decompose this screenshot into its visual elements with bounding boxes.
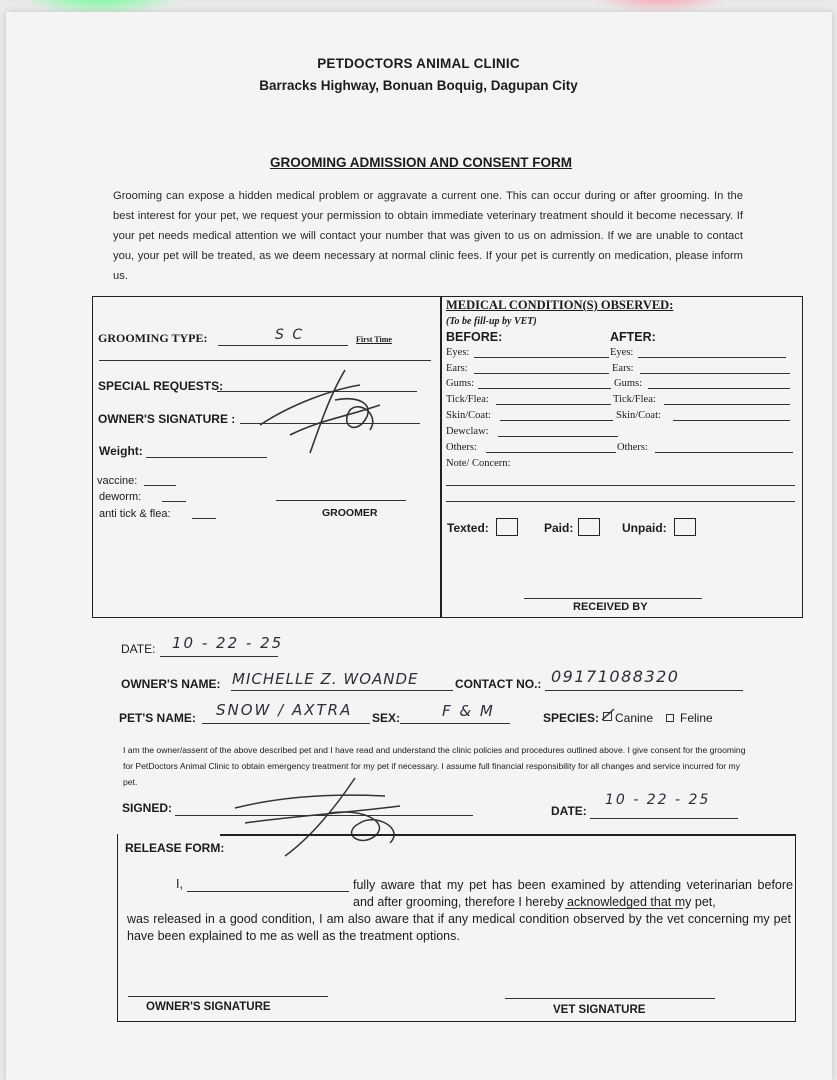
texted-label: Texted: — [447, 521, 489, 535]
vaccine-label: vaccine: — [97, 475, 138, 487]
received-by-line[interactable] — [524, 598, 702, 599]
canine-label: Canine — [615, 711, 654, 725]
release-owner-signature-line[interactable] — [128, 996, 328, 997]
grooming-extra-line — [99, 360, 431, 361]
before-dewclaw-line[interactable] — [498, 436, 618, 437]
texted-checkbox[interactable] — [496, 518, 518, 536]
before-eyes-label: Eyes: — [446, 347, 470, 358]
feline-checkbox[interactable] — [666, 714, 674, 722]
before-skincoat-label: Skin/Coat: — [446, 410, 491, 421]
before-others-label: Others: — [446, 442, 477, 453]
contact-line[interactable] — [545, 690, 743, 691]
top-light-pink — [590, 0, 730, 12]
after-label: AFTER: — [610, 330, 656, 344]
before-gums-line[interactable] — [478, 388, 611, 389]
anti-tick-line[interactable] — [192, 518, 216, 519]
contact-value[interactable]: 09171088320 — [551, 667, 680, 686]
before-dewclaw-label: Dewclaw: — [446, 426, 489, 437]
before-gums-label: Gums: — [446, 378, 475, 389]
canine-check-mark — [600, 707, 616, 723]
pet-name-label: PET'S NAME: — [119, 711, 196, 725]
intro-paragraph: Grooming can expose a hidden medical problem or aggravate a current one. This can occur during or after grooming. In the best interest for your pet, we request your permission to obtain immediate veterinary treatment should it become necessary. If your pet needs medical attention we will contact your number that was given to us on admission. If we are unable to contact you, your pet will be treated, as we deem necessary at normal clinic fees. If your pet is currently on medication, please inform us. — [113, 190, 743, 282]
owner-signature-drawing — [250, 365, 390, 460]
vaccine-line[interactable] — [144, 485, 176, 486]
date-value[interactable]: 10 - 22 - 25 — [172, 634, 284, 652]
before-eyes-line[interactable] — [474, 357, 609, 358]
after-ears-line[interactable] — [640, 373, 790, 374]
after-eyes-label: Eyes: — [610, 347, 634, 358]
feline-label: Feline — [680, 711, 713, 725]
sex-value[interactable]: F & M — [442, 702, 495, 720]
after-tickflea-label: Tick/Flea: — [613, 394, 656, 405]
after-others-label: Others: — [617, 442, 648, 453]
species-label: SPECIES: — [543, 711, 600, 725]
form-title: GROOMING ADMISSION AND CONSENT FORM — [270, 155, 572, 170]
paid-label: Paid: — [544, 521, 574, 535]
signed-label: SIGNED: — [122, 801, 173, 815]
medical-title: MEDICAL CONDITION(S) OBSERVED: — [446, 298, 674, 312]
pet-name-line[interactable] — [202, 723, 370, 724]
deworm-line[interactable] — [162, 501, 186, 502]
after-skincoat-line[interactable] — [673, 420, 790, 421]
weight-line[interactable] — [146, 457, 267, 458]
release-vet-signature-label: VET SIGNATURE — [553, 1004, 646, 1016]
clinic-address: Barracks Highway, Bonuan Boquig, Dagupan City — [259, 78, 578, 93]
release-i-label: I, — [176, 877, 183, 891]
release-pet-line[interactable] — [565, 908, 683, 909]
date2-label: DATE: — [551, 804, 587, 818]
before-ears-label: Ears: — [446, 363, 468, 374]
after-eyes-line[interactable] — [638, 357, 786, 358]
release-owner-signature-label: OWNER'S SIGNATURE — [146, 1001, 271, 1013]
grooming-type-line — [218, 345, 348, 346]
date2-value[interactable]: 10 - 22 - 25 — [605, 792, 711, 808]
release-indent — [127, 877, 175, 894]
medical-subtitle: (To be fill-up by VET) — [446, 316, 537, 327]
sex-line[interactable] — [400, 723, 510, 724]
release-text-part2: was released in a good condition, I am also aware that if any medical condition observed by the vet concerning my pet have been explained to me as well as the treatment options. — [127, 912, 791, 943]
owner-name-line[interactable] — [231, 690, 453, 691]
contact-label: CONTACT NO.: — [455, 677, 542, 691]
before-tickflea-line[interactable] — [496, 404, 611, 405]
pet-name-value[interactable]: SNOW / AXTRA — [216, 701, 353, 719]
box-divider — [440, 296, 442, 618]
release-name-line[interactable] — [187, 891, 349, 892]
release-title: RELEASE FORM: — [125, 841, 225, 855]
groomer-line[interactable] — [276, 500, 406, 501]
date-line[interactable] — [160, 656, 278, 657]
consent-text: I am the owner/assent of the above described pet and I have read and understand the clinic policies and procedures outlined above. I give consent for the grooming for PetDoctors Animal Clinic to obtain emergency treatment for my pet if necessary. I assume full financial responsibility for all changes and service incurred for my pet. — [123, 745, 746, 787]
grooming-type-label: GROOMING TYPE: — [98, 331, 208, 345]
date2-line[interactable] — [590, 818, 738, 819]
after-tickflea-line[interactable] — [664, 404, 790, 405]
weight-label: Weight: — [99, 444, 143, 458]
unpaid-label: Unpaid: — [622, 521, 667, 535]
owner-name-label: OWNER'S NAME: — [121, 677, 221, 691]
after-ears-label: Ears: — [612, 363, 634, 374]
before-label: BEFORE: — [446, 330, 503, 344]
groomer-label: GROOMER — [322, 507, 378, 519]
note-concern-label: Note/ Concern: — [446, 458, 511, 469]
before-skincoat-line[interactable] — [500, 420, 613, 421]
owner-signature-label: OWNER'S SIGNATURE : — [98, 412, 236, 426]
paid-checkbox[interactable] — [578, 518, 600, 536]
unpaid-checkbox[interactable] — [674, 518, 696, 536]
deworm-label: deworm: — [99, 491, 142, 503]
before-tickflea-label: Tick/Flea: — [446, 394, 489, 405]
release-text-part1: fully aware that my pet has been examined by attending veterinarian before and after grooming, therefore I hereby acknowledged that my pet, — [353, 878, 793, 909]
after-gums-line[interactable] — [648, 388, 790, 389]
owner-name-value[interactable]: MICHELLE Z. WOANDE — [232, 670, 419, 688]
sex-label: SEX: — [372, 711, 401, 725]
note-line-1[interactable] — [446, 485, 795, 486]
release-vet-signature-line[interactable] — [505, 998, 715, 999]
before-others-line[interactable] — [486, 452, 616, 453]
anti-tick-label: anti tick & flea: — [99, 508, 171, 520]
clinic-name: PETDOCTORS ANIMAL CLINIC — [317, 56, 520, 71]
special-requests-label: SPECIAL REQUESTS: — [98, 379, 224, 393]
date-label: DATE: — [121, 642, 156, 656]
grooming-type-value[interactable]: S C — [275, 327, 305, 343]
before-ears-line[interactable] — [474, 373, 609, 374]
received-by-label: RECEIVED BY — [573, 601, 648, 613]
note-line-2[interactable] — [446, 501, 795, 502]
after-skincoat-label: Skin/Coat: — [616, 410, 661, 421]
after-others-line[interactable] — [655, 452, 793, 453]
after-gums-label: Gums: — [614, 378, 643, 389]
first-time-label: First Time — [356, 335, 392, 344]
